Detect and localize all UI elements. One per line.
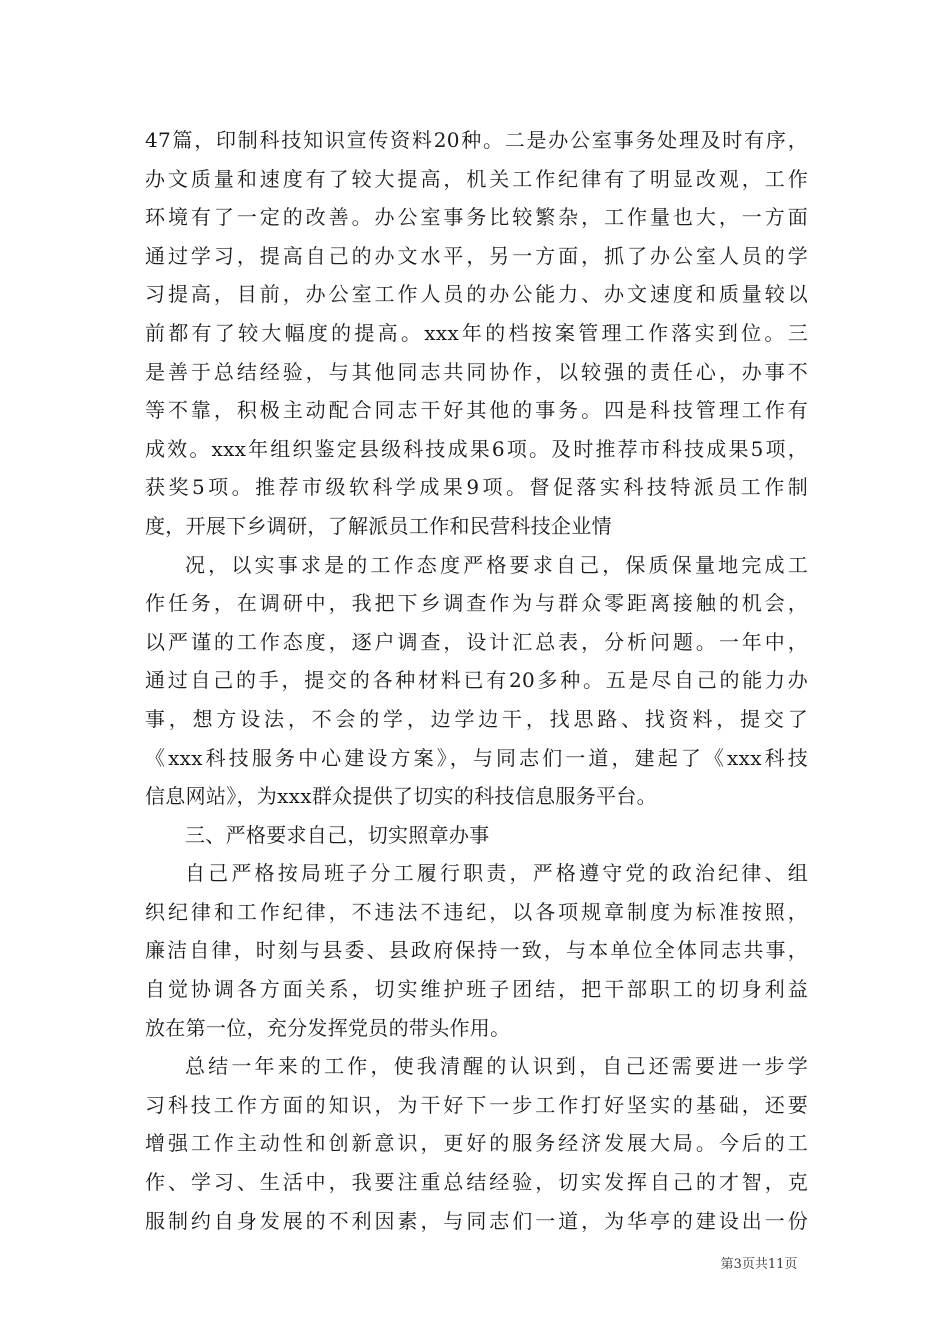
text-line: 办文质量和速度有了较大提高，机关工作纪律有了明显改观，工作 <box>145 166 808 191</box>
text-line: 前都有了较大幅度的提高。xxx年的档按案管理工作落实到位。三 <box>145 320 808 345</box>
text-line: 作任务，在调研中，我把下乡调查作为与群众零距离接触的机会， <box>145 591 808 616</box>
text-line: 环境有了一定的改善。办公室事务比较繁杂，工作量也大，一方面 <box>145 205 808 230</box>
text-line: 增强工作主动性和创新意识，更好的服务经济发展大局。今后的工 <box>145 1131 808 1156</box>
text-line: 况，以实事求是的工作态度严格要求自己，保质保量地完成工 <box>185 552 808 577</box>
page-number: 第3页共11页 <box>720 1257 798 1272</box>
text-line: 获奖5项。推荐市级软科学成果9项。督促落实科技特派员工作制 <box>145 475 808 500</box>
text-line: 作、学习、生活中，我要注重总结经验，切实发挥自己的才智，克 <box>145 1170 808 1195</box>
text-line: 通过学习，提高自己的办文水平，另一方面，抓了办公室人员的学 <box>145 243 808 268</box>
text-line: 习提高，目前，办公室工作人员的办公能力、办文速度和质量较以 <box>145 282 808 307</box>
text-line: 是善于总结经验，与其他同志共同协作，以较强的责任心，办事不 <box>145 359 808 384</box>
text-line: 总结一年来的工作，使我清醒的认识到，自己还需要进一步学 <box>185 1054 808 1079</box>
text-line: 三、严格要求自己，切实照章办事 <box>185 822 490 847</box>
text-line: 度，开展下乡调研，了解派员工作和民营科技企业情 <box>145 513 612 538</box>
text-line: 服制约自身发展的不利因素，与同志们一道，为华亭的建设出一份 <box>145 1208 808 1233</box>
text-line: 织纪律和工作纪律，不违法不违纪，以各项规章制度为标准按照， <box>145 899 808 924</box>
text-line: 以严谨的工作态度，逐户调查，设计汇总表，分析问题。一年中， <box>145 629 808 654</box>
text-line: 通过自己的手，提交的各种材料已有20多种。五是尽自己的能力办 <box>145 668 808 693</box>
text-line: 47篇，印制科技知识宣传资料20种。二是办公室事务处理及时有序， <box>145 128 808 152</box>
text-line: 自己严格按局班子分工履行职责，严格遵守党的政治纪律、组 <box>185 861 808 886</box>
text-line: 等不靠，积极主动配合同志干好其他的事务。四是科技管理工作有 <box>145 398 808 423</box>
text-line: 自觉协调各方面关系，切实维护班子团结，把干部职工的切身利益 <box>145 977 808 1002</box>
text-line: 习科技工作方面的知识，为干好下一步工作打好坚实的基础，还要 <box>145 1092 808 1117</box>
text-line: 成效。xxx年组织鉴定县级科技成果6项。及时推荐市科技成果5项， <box>145 436 808 461</box>
text-line: 《xxx科技服务中心建设方案》，与同志们一道，建起了《xxx科技 <box>145 745 808 770</box>
document-body <box>145 121 808 1240</box>
text-line: 信息网站》，为xxx群众提供了切实的科技信息服务平台。 <box>145 784 657 809</box>
text-line: 放在第一位，充分发挥党员的带头作用。 <box>145 1015 511 1040</box>
text-line: 廉洁自律，时刻与县委、县政府保持一致，与本单位全体同志共事， <box>145 938 808 963</box>
page-footer <box>0 1253 950 1272</box>
text-line: 事，想方设法，不会的学，边学边干，找思路、找资料，提交了 <box>145 706 808 731</box>
